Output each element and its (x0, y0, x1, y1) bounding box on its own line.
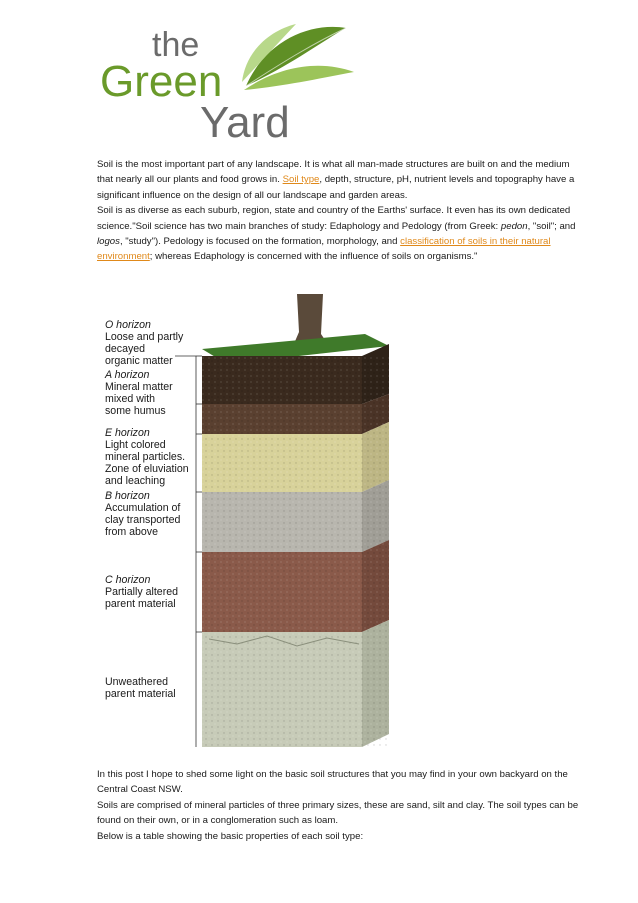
a-horizon-label: A horizon Mineral matter mixed with some humus (105, 369, 173, 417)
outro-paragraph-2: Soils are comprised of mineral particles of three primary sizes, these are sand, silt and clay. The soil types can be found on their own, or in a conglomeration such as loam. (97, 799, 579, 827)
logo-word-green: Green (100, 57, 223, 106)
intro-p1-text-a: Soil is the most important part of any landscape. It is what all man-made structures are built on and the medium that nearly all our plants and food grows in. (97, 159, 570, 186)
b-horizon-label: B horizon Accumulation of clay transported from above (105, 490, 181, 538)
the-green-yard-logo (96, 20, 356, 145)
intro-paragraph-1 (97, 157, 587, 203)
intro-p2-text-b: , "soil"; and (527, 220, 576, 232)
logos-term: logos (97, 236, 120, 248)
soil-type-link[interactable]: Soil type (282, 174, 320, 186)
c-horizon-label: C horizon Partially altered parent material (105, 574, 179, 610)
soil-texture (202, 356, 389, 747)
soil-profile-figure (97, 294, 409, 749)
e-horizon-label: E horizon Light colored mineral particles. Zone of eluviation and leaching (105, 427, 189, 487)
intro-p2-text-c: , "study"). Pedology is focused on the formation, morphology, and (119, 236, 401, 248)
pedon-term: pedon (500, 220, 528, 232)
outro-paragraph-3: Below is a table showing the basic properties of each soil type: (97, 830, 364, 842)
logo-word-the: the (152, 26, 200, 64)
outro-paragraph-1: In this post I hope to shed some light on the basic soil structures that you may find in your own backyard on the Central Coast NSW. (97, 769, 568, 796)
intro-p2-text-a: Soil is as diverse as each suburb, region, state and country of the Earths' surface. It even has its own dedicated science."Soil science has two main branches of study: Edaphology and Pedology (from Greek: (97, 205, 571, 232)
outro-text (97, 767, 587, 844)
o-horizon-label: O horizon Loose and partly decayed organic matter (105, 319, 184, 367)
intro-p1-text-b: , depth, structure, pH, nutrient levels and topography have a significant influence on the design of all our landscape and garden areas. (97, 174, 575, 201)
intro-p2-text-d: ; whereas Edaphology is concerned with the influence of soils on organisms." (149, 251, 478, 263)
logo-word-yard: Yard (200, 98, 290, 145)
bedrock-label: Unweathered parent material (105, 676, 176, 700)
leaf-icon (242, 24, 354, 90)
intro-text (97, 157, 587, 265)
intro-paragraph-2 (97, 203, 587, 265)
soil-classification-link[interactable]: classification of soils in their natural environment (97, 236, 551, 263)
